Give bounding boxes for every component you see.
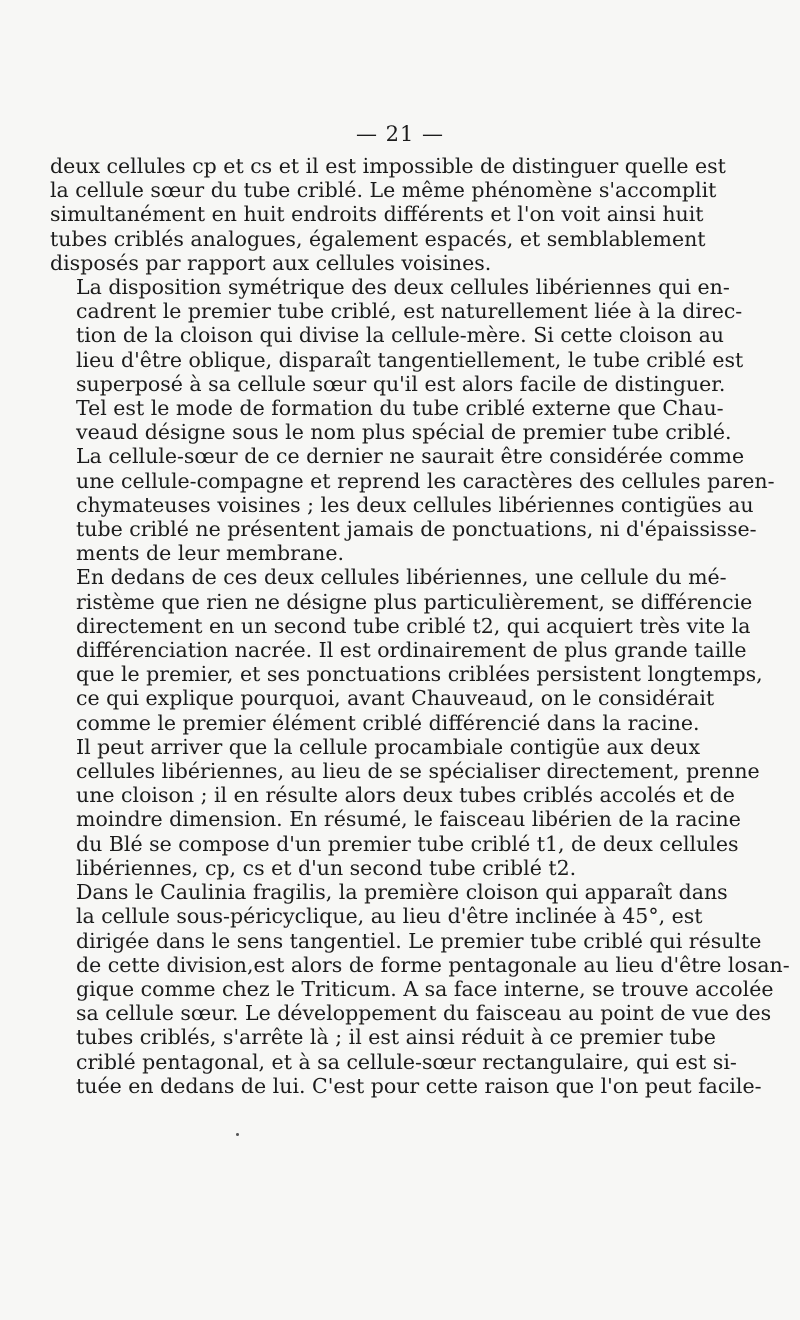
text-line: Tel est le mode de formation du tube criblé externe que Chau-: [76, 396, 724, 421]
text-line: ments de leur membrane.: [76, 541, 345, 566]
text-line: simultanément en huit endroits différents et l'on voit ainsi huit: [50, 202, 704, 227]
text-line: chymateuses voisines ; les deux cellules libériennes contigües au: [76, 492, 754, 517]
text-line: une cellule-compagne et reprend les caractères des cellules paren-: [76, 468, 775, 493]
text-line: ristème que rien ne désigne plus particulièrement, se différencie: [76, 589, 753, 614]
text-line: cadrent le premier tube criblé, est naturellement liée à la direc-: [76, 299, 743, 324]
text-line: directement en un second tube criblé t2, qui acquiert très vite la: [76, 613, 751, 638]
text-line: tion de la cloison qui divise la cellule-mère. Si cette cloison au: [76, 323, 724, 348]
text-line: comme le premier élément criblé différencié dans la racine.: [76, 710, 700, 735]
text-line: ce qui explique pourquoi, avant Chauveaud, on le considérait: [76, 686, 715, 711]
paragraph-5: [50, 734, 760, 880]
paragraph-6: [50, 880, 790, 1098]
text-line: tube criblé ne présentent jamais de ponctuations, ni d'épaississe-: [76, 517, 757, 542]
text-line: la cellule sœur du tube criblé. Le même phénomène s'accomplit: [50, 178, 717, 203]
text-line: moindre dimension. En résumé, le faisceau libérien de la racine: [76, 807, 741, 832]
text-line: gique comme chez le Triticum. A sa face interne, se trouve accolée: [76, 976, 774, 1001]
text-line: Dans le Caulinia fragilis, la première cloison qui apparaît dans: [76, 880, 728, 905]
text-line: tubes criblés, s'arrête là ; il est ainsi réduit à ce premier tube: [76, 1025, 716, 1050]
paragraph-4: [50, 565, 763, 735]
text-line: deux cellules cp et cs et il est impossible de distinguer quelle est: [50, 154, 726, 178]
text-line: En dedans de ces deux cellules libériennes, une cellule du mé-: [76, 565, 727, 590]
text-line: que le premier, et ses ponctuations criblées persistent longtemps,: [76, 662, 763, 687]
text-line: de cette division,est alors de forme pentagonale au lieu d'être losan-: [76, 952, 790, 977]
text-line: lieu d'être oblique, disparaît tangentiellement, le tube criblé est: [76, 347, 744, 372]
paragraph-2: [50, 275, 750, 396]
text-line: tubes criblés analogues, également espacés, et semblablement: [50, 226, 706, 251]
text-line: disposés par rapport aux cellules voisines.: [50, 250, 492, 275]
text-line: veaud désigne sous le nom plus spécial de premier tube criblé.: [76, 420, 732, 445]
text-line: Il peut arriver que la cellule procambiale contigüe aux deux: [76, 734, 701, 759]
text-line: criblé pentagonal, et à sa cellule-sœur rectangulaire, qui est si-: [76, 1049, 737, 1074]
text-line: une cloison ; il en résulte alors deux tubes criblés accolés et de: [76, 783, 735, 808]
text-line: cellules libériennes, au lieu de se spécialiser directement, prenne: [76, 759, 760, 784]
body-text: [50, 154, 790, 1098]
text-line: La disposition symétrique des deux cellules libériennes qui en-: [76, 275, 730, 300]
page-number: — 21 —: [355, 122, 445, 146]
text-line: La cellule-sœur de ce dernier ne saurait être considérée comme: [76, 444, 745, 469]
text-line: différenciation nacrée. Il est ordinairement de plus grande taille: [76, 638, 747, 663]
paragraph-1: [50, 154, 750, 275]
text-line: la cellule sous-péricyclique, au lieu d'être inclinée à 45°, est: [76, 904, 703, 929]
paragraph-3: [50, 396, 775, 566]
text-line: dirigée dans le sens tangentiel. Le premier tube criblé qui résulte: [76, 928, 762, 953]
text-line: tuée en dedans de lui. C'est pour cette raison que l'on peut facile-: [76, 1073, 762, 1098]
ink-speck: [236, 1133, 239, 1136]
text-line: sa cellule sœur. Le développement du faisceau au point de vue des: [76, 1001, 772, 1026]
text-line: superposé à sa cellule sœur qu'il est alors facile de distinguer.: [76, 371, 726, 396]
text-line: du Blé se compose d'un premier tube criblé t1, de deux cellules: [76, 831, 739, 856]
text-line: libériennes, cp, cs et d'un second tube criblé t2.: [76, 855, 577, 880]
